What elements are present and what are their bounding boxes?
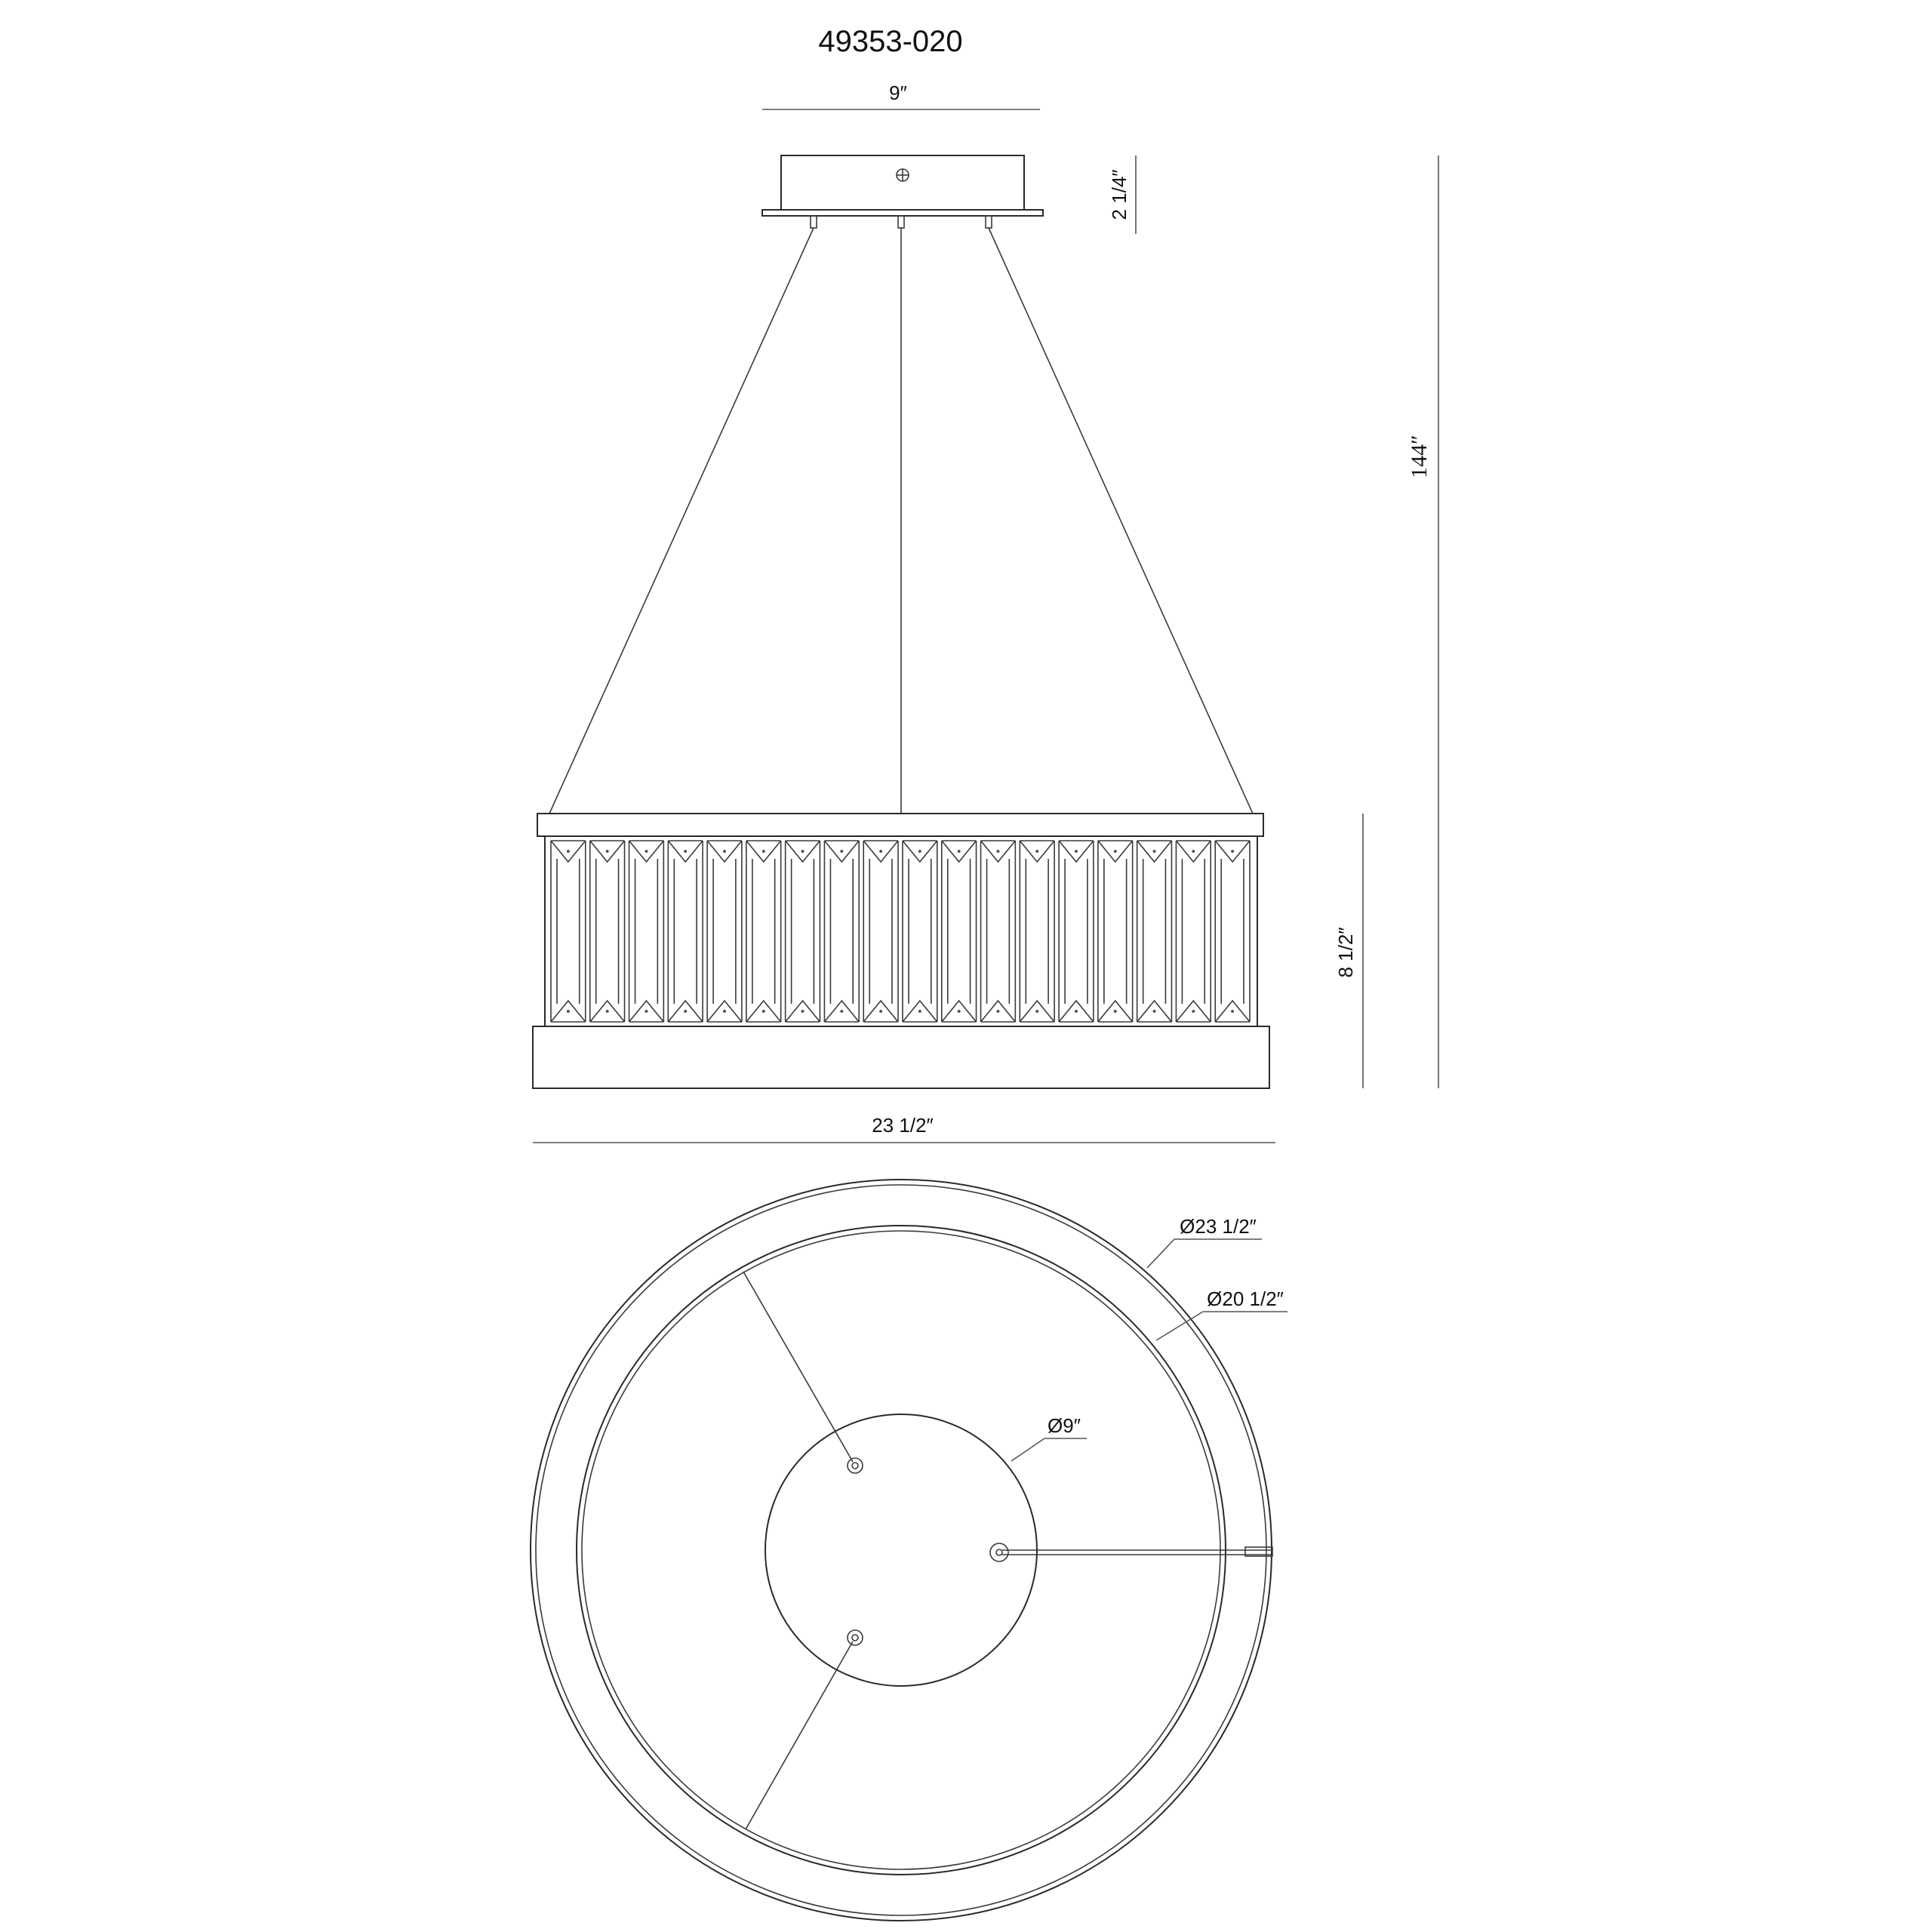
prism-dot bbox=[1035, 1010, 1038, 1013]
prism-dot bbox=[762, 1010, 765, 1013]
prism-dot bbox=[684, 1010, 687, 1013]
prism-dot bbox=[567, 850, 570, 853]
prism-dot bbox=[567, 1010, 570, 1013]
canopy-height-label: 2 1/4″ bbox=[1108, 169, 1131, 220]
fixture-body bbox=[533, 814, 1269, 1088]
prism-dot bbox=[1153, 850, 1156, 853]
crystal-prism bbox=[707, 841, 742, 1022]
prism-dot bbox=[996, 850, 999, 853]
outer-diameter-leader bbox=[1147, 1239, 1174, 1268]
prism-dot bbox=[606, 850, 609, 853]
bottom-ring-band bbox=[533, 1026, 1269, 1088]
prism-dot bbox=[645, 850, 648, 853]
top-ring-band bbox=[537, 814, 1263, 836]
prism-dot bbox=[958, 850, 961, 853]
prism-dot bbox=[996, 1010, 999, 1013]
crystal-prism bbox=[1176, 841, 1211, 1022]
prism-dot bbox=[606, 1010, 609, 1013]
canopy-diameter-label: Ø9″ bbox=[1048, 1414, 1081, 1437]
suspension-cables bbox=[549, 228, 1253, 814]
prism-dot bbox=[1114, 1010, 1117, 1013]
prism-dot bbox=[1192, 850, 1195, 853]
overall-height-label: 144″ bbox=[1407, 435, 1432, 478]
crystal-prism bbox=[1098, 841, 1133, 1022]
crystal-prism bbox=[981, 841, 1016, 1022]
prism-dot bbox=[1075, 1010, 1078, 1013]
prism-dot bbox=[1231, 1010, 1234, 1013]
outer-diameter-label: Ø23 1/2″ bbox=[1180, 1215, 1257, 1238]
inner-diameter-label: Ø20 1/2″ bbox=[1207, 1287, 1284, 1310]
prism-dot bbox=[801, 1010, 804, 1013]
prism-dot bbox=[723, 850, 726, 853]
crystal-prism bbox=[590, 841, 625, 1022]
crystal-prism bbox=[903, 841, 937, 1022]
crystal-prism bbox=[1059, 841, 1094, 1022]
crystal-prism bbox=[1215, 841, 1250, 1022]
prism-dot bbox=[1192, 1010, 1195, 1013]
prism-dot bbox=[762, 850, 765, 853]
crystal-prism bbox=[746, 841, 781, 1022]
prism-dot bbox=[1153, 1010, 1156, 1013]
prism-dot bbox=[958, 1010, 961, 1013]
prism-dot bbox=[645, 1010, 648, 1013]
plan-view bbox=[531, 1180, 1287, 1921]
crystal-prism bbox=[942, 841, 977, 1022]
model-number-title: 49353-020 bbox=[818, 25, 963, 58]
prism-dot bbox=[723, 1010, 726, 1013]
canopy bbox=[762, 155, 1043, 228]
elevation-view bbox=[533, 82, 1438, 1143]
prism-dot bbox=[879, 1010, 882, 1013]
crystal-prism-band bbox=[545, 836, 1257, 1026]
prism-dot bbox=[1231, 850, 1234, 853]
prism-dot bbox=[918, 850, 921, 853]
prism-dot bbox=[840, 1010, 843, 1013]
crystal-prism bbox=[1137, 841, 1172, 1022]
crystal-prism bbox=[863, 841, 898, 1022]
canopy-circle bbox=[765, 1414, 1037, 1686]
body-width-label: 23 1/2″ bbox=[872, 1114, 934, 1137]
prism-dot bbox=[1035, 850, 1038, 853]
crystal-prism bbox=[786, 841, 820, 1022]
prism-dot bbox=[1114, 850, 1117, 853]
prism-dot bbox=[840, 850, 843, 853]
crystal-prism bbox=[551, 841, 586, 1022]
crystal-prism bbox=[1020, 841, 1054, 1022]
prism-dot bbox=[879, 850, 882, 853]
canopy-diameter-leader bbox=[1011, 1438, 1044, 1461]
prism-dot bbox=[684, 850, 687, 853]
crystal-prism bbox=[824, 841, 859, 1022]
canopy-width-label: 9″ bbox=[889, 82, 907, 104]
body-height-label: 8 1/2″ bbox=[1334, 927, 1357, 978]
prism-dot bbox=[801, 850, 804, 853]
crystal-prism bbox=[668, 841, 703, 1022]
cable-anchor-points bbox=[848, 1458, 1272, 1645]
crystal-prisms bbox=[551, 841, 1250, 1022]
prism-dot bbox=[1075, 850, 1078, 853]
prism-dot bbox=[918, 1010, 921, 1013]
crystal-prism bbox=[629, 841, 664, 1022]
